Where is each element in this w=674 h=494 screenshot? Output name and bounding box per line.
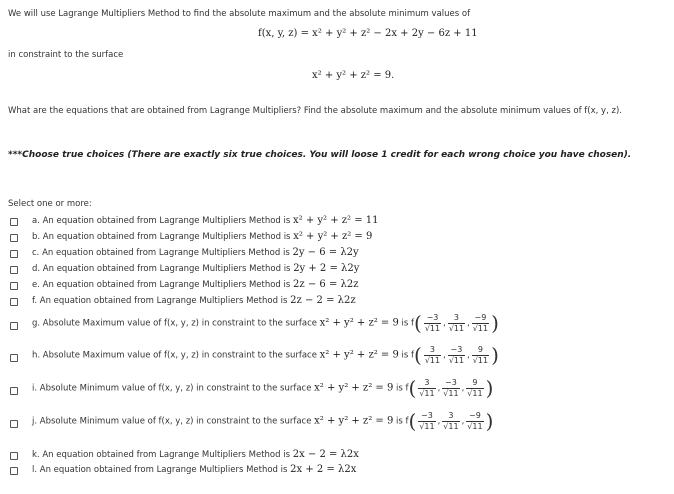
constraint-intro: in constraint to the surface [8, 50, 124, 60]
option-e-math: 2z − 6 = λ2z [293, 279, 359, 290]
checkbox-l[interactable] [10, 467, 18, 475]
option-g-frac-x: $\frac{-3}{√11}$ [424, 312, 441, 333]
checkbox-b[interactable] [10, 234, 18, 242]
checkbox-k[interactable] [10, 452, 18, 460]
option-f-math: 2z − 2 = λ2z [290, 295, 356, 306]
option-k-math: 2x − 2 = λ2x [292, 449, 359, 460]
option-b-math: x² + y² + z² = 9 [293, 231, 373, 242]
option-f[interactable] [32, 295, 356, 306]
checkbox-d[interactable] [10, 266, 18, 274]
option-i-surface: x² + y² + z² = 9 [314, 382, 394, 394]
option-h-isf: is f [398, 350, 415, 361]
checkbox-h[interactable] [10, 354, 18, 362]
constraint-formula: x² + y² + z² = 9. [312, 70, 395, 81]
option-c-math: 2y − 6 = λ2y [292, 247, 359, 258]
option-a[interactable] [32, 215, 379, 226]
option-b[interactable] [32, 231, 372, 242]
option-i-isf: is f [393, 383, 409, 394]
option-h-text: h. Absolute Maximum value of f(x, y, z) in constraint to the surface [32, 350, 320, 361]
option-e[interactable] [32, 279, 358, 290]
option-h-frac-y: $\frac{-3}{√11}$ [448, 344, 465, 365]
option-i[interactable]: i. Absolute Minimum value of f(x, y, z) in constraint to the surface x² + y² + z² = 9 is f( $\frac{3}{√11}$ , $\frac{-3}{√11}$ , $\frac{9}{√11}$ ) [32, 376, 494, 400]
option-l-text: l. An equation obtained from Lagrange Multipliers Method is [32, 465, 291, 475]
checkbox-g[interactable] [10, 322, 18, 330]
option-f-text: f. An equation obtained from Lagrange Multipliers Method is [32, 296, 291, 306]
option-d-math: 2y + 2 = λ2y [293, 263, 360, 274]
option-j-frac-x: $\frac{-3}{√11}$ [419, 410, 435, 431]
option-j-frac-z: $\frac{-9}{√11}$ [467, 410, 483, 431]
option-j[interactable]: j. Absolute Minimum value of f(x, y, z) in constraint to the surface x² + y² + z² = 9 is f( $\frac{-3}{√11}$ , $\frac{3}{√11}$ , $\frac{-9}{√11}$ ) [32, 409, 494, 433]
checkbox-c[interactable] [10, 250, 18, 258]
option-j-frac-y: $\frac{3}{√11}$ [443, 410, 459, 431]
checkbox-j[interactable] [10, 420, 18, 428]
option-k[interactable] [32, 449, 359, 460]
question-ask: What are the equations that are obtained from Lagrange Multipliers? Find the absolute maximum and the absolute minimum values of f(x, y, z). [8, 106, 622, 116]
checkbox-a[interactable] [10, 218, 18, 226]
option-i-text: i. Absolute Minimum value of f(x, y, z) in constraint to the surface [32, 383, 315, 394]
checkbox-i[interactable] [10, 387, 18, 395]
option-j-isf: is f [393, 416, 409, 427]
option-g-text: g. Absolute Maximum value of f(x, y, z) in constraint to the surface [32, 318, 320, 329]
option-h[interactable]: h. Absolute Maximum value of f(x, y, z) in constraint to the surface x² + y² + z² = 9 is f( $\frac{3}{√11}$ , $\frac{-3}{√11}$ , $\frac{9}{√11}$ ) [32, 343, 499, 367]
option-h-surface: x² + y² + z² = 9 [319, 349, 399, 361]
checkbox-e[interactable] [10, 282, 18, 290]
option-c[interactable] [32, 247, 359, 258]
option-h-frac-x: $\frac{3}{√11}$ [424, 344, 441, 365]
option-d[interactable] [32, 263, 359, 274]
select-label: Select one or more: [8, 199, 92, 209]
option-d-text: d. An equation obtained from Lagrange Multipliers Method is [32, 264, 294, 274]
option-l-math: 2x + 2 = λ2x [290, 464, 357, 475]
question-intro: We will use Lagrange Multipliers Method to find the absolute maximum and the absolute minimum values of [8, 9, 471, 19]
option-a-math: x² + y² + z² = 11 [293, 215, 379, 226]
option-g-surface: x² + y² + z² = 9 [319, 317, 399, 329]
option-i-frac-y: $\frac{-3}{√11}$ [443, 377, 459, 398]
option-g-frac-y: $\frac{3}{√11}$ [448, 312, 465, 333]
option-l[interactable] [32, 464, 356, 475]
option-g-frac-z: $\frac{-9}{√11}$ [472, 312, 489, 333]
option-g-isf: is f [398, 318, 415, 329]
option-i-frac-z: $\frac{9}{√11}$ [467, 377, 483, 398]
checkbox-f[interactable] [10, 298, 18, 306]
option-a-text: a. An equation obtained from Lagrange Multipliers Method is [32, 216, 293, 226]
option-c-text: c. An equation obtained from Lagrange Multipliers Method is [32, 248, 293, 258]
option-j-surface: x² + y² + z² = 9 [314, 415, 394, 427]
question-note: ***Choose true choices (There are exactly six true choices. You will loose 1 credit for each wrong choice you have chosen). [8, 150, 632, 160]
option-k-text: k. An equation obtained from Lagrange Multipliers Method is [32, 450, 293, 460]
option-j-text: j. Absolute Minimum value of f(x, y, z) in constraint to the surface [32, 416, 315, 427]
function-formula: f(x, y, z) = x² + y² + z² − 2x + 2y − 6z + 11 [258, 28, 478, 39]
option-g[interactable]: g. Absolute Maximum value of f(x, y, z) in constraint to the surface x² + y² + z² = 9 is f( $\frac{-3}{√11}$ , $\frac{3}{√11}$ , $\frac{-9}{√11}$ ) [32, 311, 499, 335]
option-b-text: b. An equation obtained from Lagrange Multipliers Method is [32, 232, 294, 242]
option-e-text: e. An equation obtained from Lagrange Multipliers Method is [32, 280, 294, 290]
option-h-frac-z: $\frac{9}{√11}$ [472, 344, 489, 365]
option-i-frac-x: $\frac{3}{√11}$ [419, 377, 435, 398]
